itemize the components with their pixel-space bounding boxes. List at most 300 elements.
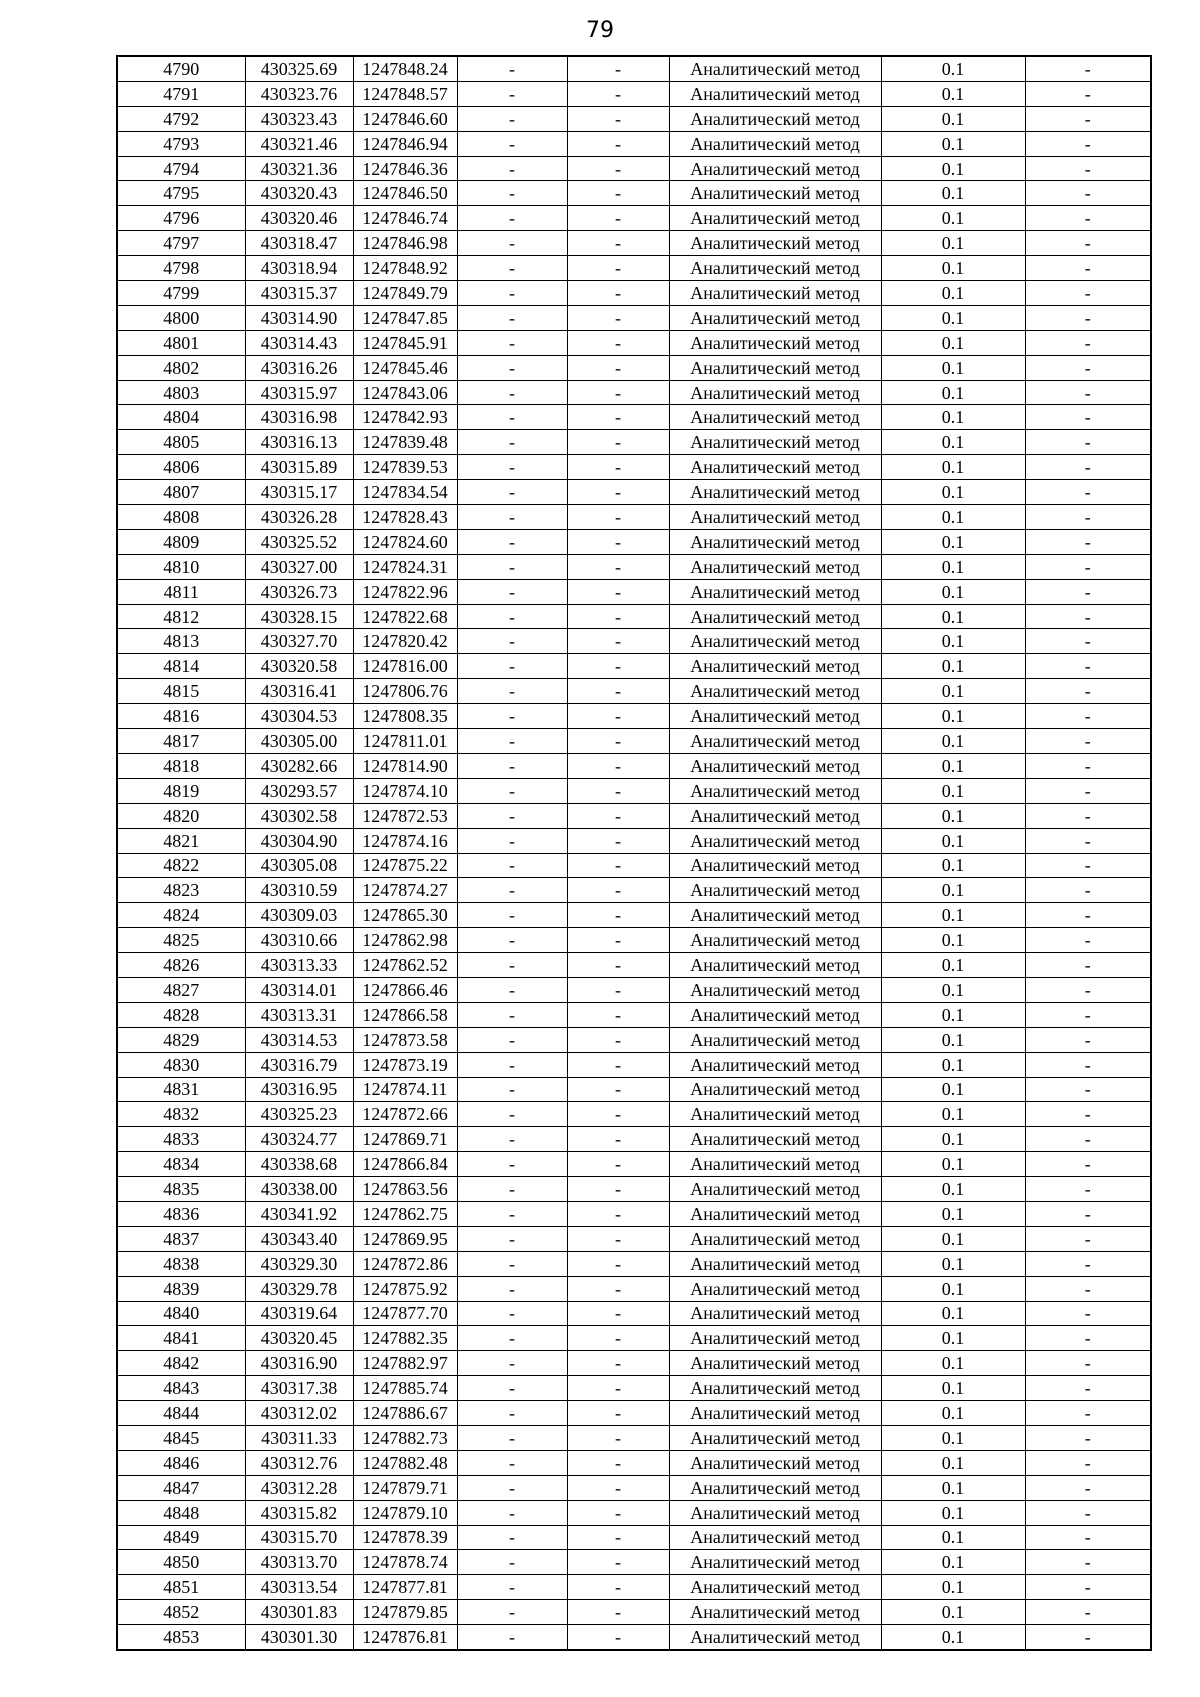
accuracy-cell: 0.1 bbox=[881, 928, 1025, 953]
accuracy-cell: 0.1 bbox=[881, 380, 1025, 405]
column-8-cell: - bbox=[1025, 1301, 1151, 1326]
column-4-cell: - bbox=[457, 380, 567, 405]
x-coordinate-cell: 430316.98 bbox=[245, 405, 353, 430]
point-number-cell: 4843 bbox=[117, 1376, 245, 1401]
column-8-cell: - bbox=[1025, 1475, 1151, 1500]
column-5-cell: - bbox=[567, 679, 669, 704]
point-number-cell: 4796 bbox=[117, 206, 245, 231]
accuracy-cell: 0.1 bbox=[881, 480, 1025, 505]
column-5-cell: - bbox=[567, 1052, 669, 1077]
table-row bbox=[117, 131, 1151, 156]
accuracy-cell: 0.1 bbox=[881, 977, 1025, 1002]
column-8-cell: - bbox=[1025, 953, 1151, 978]
column-8-cell: - bbox=[1025, 654, 1151, 679]
point-number-cell: 4822 bbox=[117, 853, 245, 878]
x-coordinate-cell: 430325.23 bbox=[245, 1102, 353, 1127]
column-4-cell: - bbox=[457, 529, 567, 554]
point-number-cell: 4813 bbox=[117, 629, 245, 654]
column-4-cell: - bbox=[457, 1600, 567, 1625]
point-number-cell: 4817 bbox=[117, 729, 245, 754]
accuracy-cell: 0.1 bbox=[881, 256, 1025, 281]
point-number-cell: 4838 bbox=[117, 1251, 245, 1276]
accuracy-cell: 0.1 bbox=[881, 330, 1025, 355]
table-row bbox=[117, 803, 1151, 828]
accuracy-cell: 0.1 bbox=[881, 1326, 1025, 1351]
method-cell: Аналитический метод bbox=[669, 1525, 881, 1550]
page-number: 79 bbox=[586, 18, 614, 43]
method-cell: Аналитический метод bbox=[669, 405, 881, 430]
x-coordinate-cell: 430318.47 bbox=[245, 231, 353, 256]
accuracy-cell: 0.1 bbox=[881, 654, 1025, 679]
column-5-cell: - bbox=[567, 1201, 669, 1226]
table-row bbox=[117, 1425, 1151, 1450]
point-number-cell: 4792 bbox=[117, 106, 245, 131]
method-cell: Аналитический метод bbox=[669, 480, 881, 505]
table-row bbox=[117, 1102, 1151, 1127]
table-body bbox=[117, 56, 1151, 1650]
column-8-cell: - bbox=[1025, 1600, 1151, 1625]
y-coordinate-cell: 1247820.42 bbox=[353, 629, 457, 654]
table-row bbox=[117, 878, 1151, 903]
y-coordinate-cell: 1247877.81 bbox=[353, 1575, 457, 1600]
column-5-cell: - bbox=[567, 405, 669, 430]
accuracy-cell: 0.1 bbox=[881, 554, 1025, 579]
x-coordinate-cell: 430326.73 bbox=[245, 579, 353, 604]
column-5-cell: - bbox=[567, 1251, 669, 1276]
column-8-cell: - bbox=[1025, 405, 1151, 430]
column-5-cell: - bbox=[567, 256, 669, 281]
column-8-cell: - bbox=[1025, 903, 1151, 928]
y-coordinate-cell: 1247875.22 bbox=[353, 853, 457, 878]
column-8-cell: - bbox=[1025, 1500, 1151, 1525]
x-coordinate-cell: 430313.54 bbox=[245, 1575, 353, 1600]
column-4-cell: - bbox=[457, 1351, 567, 1376]
column-8-cell: - bbox=[1025, 928, 1151, 953]
column-4-cell: - bbox=[457, 1326, 567, 1351]
table-row bbox=[117, 1351, 1151, 1376]
table-row bbox=[117, 1600, 1151, 1625]
x-coordinate-cell: 430325.69 bbox=[245, 56, 353, 81]
column-4-cell: - bbox=[457, 330, 567, 355]
x-coordinate-cell: 430313.70 bbox=[245, 1550, 353, 1575]
point-number-cell: 4847 bbox=[117, 1475, 245, 1500]
method-cell: Аналитический метод bbox=[669, 1600, 881, 1625]
column-5-cell: - bbox=[567, 1027, 669, 1052]
column-5-cell: - bbox=[567, 505, 669, 530]
column-8-cell: - bbox=[1025, 256, 1151, 281]
column-5-cell: - bbox=[567, 729, 669, 754]
y-coordinate-cell: 1247869.95 bbox=[353, 1226, 457, 1251]
point-number-cell: 4810 bbox=[117, 554, 245, 579]
x-coordinate-cell: 430304.90 bbox=[245, 828, 353, 853]
column-8-cell: - bbox=[1025, 430, 1151, 455]
table-row bbox=[117, 430, 1151, 455]
x-coordinate-cell: 430323.43 bbox=[245, 106, 353, 131]
point-number-cell: 4821 bbox=[117, 828, 245, 853]
column-8-cell: - bbox=[1025, 1002, 1151, 1027]
y-coordinate-cell: 1247878.74 bbox=[353, 1550, 457, 1575]
column-4-cell: - bbox=[457, 1152, 567, 1177]
accuracy-cell: 0.1 bbox=[881, 1376, 1025, 1401]
point-number-cell: 4795 bbox=[117, 181, 245, 206]
accuracy-cell: 0.1 bbox=[881, 579, 1025, 604]
point-number-cell: 4794 bbox=[117, 156, 245, 181]
column-5-cell: - bbox=[567, 1002, 669, 1027]
column-5-cell: - bbox=[567, 1177, 669, 1202]
point-number-cell: 4850 bbox=[117, 1550, 245, 1575]
accuracy-cell: 0.1 bbox=[881, 156, 1025, 181]
method-cell: Аналитический метод bbox=[669, 529, 881, 554]
method-cell: Аналитический метод bbox=[669, 579, 881, 604]
table-row bbox=[117, 330, 1151, 355]
method-cell: Аналитический метод bbox=[669, 828, 881, 853]
table-row bbox=[117, 1550, 1151, 1575]
x-coordinate-cell: 430310.59 bbox=[245, 878, 353, 903]
point-number-cell: 4837 bbox=[117, 1226, 245, 1251]
column-5-cell: - bbox=[567, 430, 669, 455]
method-cell: Аналитический метод bbox=[669, 1475, 881, 1500]
table-row bbox=[117, 305, 1151, 330]
y-coordinate-cell: 1247839.48 bbox=[353, 430, 457, 455]
column-5-cell: - bbox=[567, 355, 669, 380]
y-coordinate-cell: 1247846.60 bbox=[353, 106, 457, 131]
method-cell: Аналитический метод bbox=[669, 355, 881, 380]
x-coordinate-cell: 430293.57 bbox=[245, 778, 353, 803]
table-row bbox=[117, 629, 1151, 654]
y-coordinate-cell: 1247878.39 bbox=[353, 1525, 457, 1550]
column-8-cell: - bbox=[1025, 231, 1151, 256]
column-5-cell: - bbox=[567, 281, 669, 306]
x-coordinate-cell: 430343.40 bbox=[245, 1226, 353, 1251]
point-number-cell: 4834 bbox=[117, 1152, 245, 1177]
x-coordinate-cell: 430301.83 bbox=[245, 1600, 353, 1625]
y-coordinate-cell: 1247865.30 bbox=[353, 903, 457, 928]
method-cell: Аналитический метод bbox=[669, 1550, 881, 1575]
method-cell: Аналитический метод bbox=[669, 106, 881, 131]
column-4-cell: - bbox=[457, 1201, 567, 1226]
column-4-cell: - bbox=[457, 1301, 567, 1326]
method-cell: Аналитический метод bbox=[669, 81, 881, 106]
table-row bbox=[117, 56, 1151, 81]
accuracy-cell: 0.1 bbox=[881, 455, 1025, 480]
x-coordinate-cell: 430327.00 bbox=[245, 554, 353, 579]
point-number-cell: 4845 bbox=[117, 1425, 245, 1450]
x-coordinate-cell: 430324.77 bbox=[245, 1127, 353, 1152]
method-cell: Аналитический метод bbox=[669, 679, 881, 704]
x-coordinate-cell: 430302.58 bbox=[245, 803, 353, 828]
table-row bbox=[117, 81, 1151, 106]
method-cell: Аналитический метод bbox=[669, 753, 881, 778]
accuracy-cell: 0.1 bbox=[881, 505, 1025, 530]
y-coordinate-cell: 1247882.73 bbox=[353, 1425, 457, 1450]
x-coordinate-cell: 430313.31 bbox=[245, 1002, 353, 1027]
table-row bbox=[117, 231, 1151, 256]
column-4-cell: - bbox=[457, 953, 567, 978]
column-4-cell: - bbox=[457, 803, 567, 828]
accuracy-cell: 0.1 bbox=[881, 729, 1025, 754]
column-8-cell: - bbox=[1025, 1525, 1151, 1550]
y-coordinate-cell: 1247872.53 bbox=[353, 803, 457, 828]
x-coordinate-cell: 430305.08 bbox=[245, 853, 353, 878]
column-4-cell: - bbox=[457, 181, 567, 206]
column-5-cell: - bbox=[567, 1226, 669, 1251]
x-coordinate-cell: 430301.30 bbox=[245, 1625, 353, 1650]
column-4-cell: - bbox=[457, 1376, 567, 1401]
y-coordinate-cell: 1247879.85 bbox=[353, 1600, 457, 1625]
y-coordinate-cell: 1247848.24 bbox=[353, 56, 457, 81]
column-5-cell: - bbox=[567, 778, 669, 803]
table-row bbox=[117, 1376, 1151, 1401]
column-5-cell: - bbox=[567, 1450, 669, 1475]
column-5-cell: - bbox=[567, 156, 669, 181]
point-number-cell: 4820 bbox=[117, 803, 245, 828]
method-cell: Аналитический метод bbox=[669, 704, 881, 729]
column-8-cell: - bbox=[1025, 206, 1151, 231]
column-4-cell: - bbox=[457, 1625, 567, 1650]
column-5-cell: - bbox=[567, 579, 669, 604]
column-5-cell: - bbox=[567, 1376, 669, 1401]
y-coordinate-cell: 1247811.01 bbox=[353, 729, 457, 754]
column-5-cell: - bbox=[567, 828, 669, 853]
column-5-cell: - bbox=[567, 977, 669, 1002]
accuracy-cell: 0.1 bbox=[881, 1301, 1025, 1326]
x-coordinate-cell: 430320.46 bbox=[245, 206, 353, 231]
point-number-cell: 4804 bbox=[117, 405, 245, 430]
column-4-cell: - bbox=[457, 455, 567, 480]
column-8-cell: - bbox=[1025, 554, 1151, 579]
column-5-cell: - bbox=[567, 1425, 669, 1450]
accuracy-cell: 0.1 bbox=[881, 430, 1025, 455]
y-coordinate-cell: 1247882.35 bbox=[353, 1326, 457, 1351]
accuracy-cell: 0.1 bbox=[881, 753, 1025, 778]
column-5-cell: - bbox=[567, 953, 669, 978]
column-4-cell: - bbox=[457, 480, 567, 505]
y-coordinate-cell: 1247846.98 bbox=[353, 231, 457, 256]
column-4-cell: - bbox=[457, 604, 567, 629]
y-coordinate-cell: 1247806.76 bbox=[353, 679, 457, 704]
column-4-cell: - bbox=[457, 1525, 567, 1550]
method-cell: Аналитический метод bbox=[669, 1177, 881, 1202]
y-coordinate-cell: 1247846.74 bbox=[353, 206, 457, 231]
x-coordinate-cell: 430316.79 bbox=[245, 1052, 353, 1077]
table-row bbox=[117, 579, 1151, 604]
method-cell: Аналитический метод bbox=[669, 1401, 881, 1426]
point-number-cell: 4825 bbox=[117, 928, 245, 953]
table-row bbox=[117, 256, 1151, 281]
accuracy-cell: 0.1 bbox=[881, 1177, 1025, 1202]
y-coordinate-cell: 1247839.53 bbox=[353, 455, 457, 480]
x-coordinate-cell: 430329.78 bbox=[245, 1276, 353, 1301]
table-row bbox=[117, 1077, 1151, 1102]
point-number-cell: 4840 bbox=[117, 1301, 245, 1326]
y-coordinate-cell: 1247843.06 bbox=[353, 380, 457, 405]
table-row bbox=[117, 505, 1151, 530]
x-coordinate-cell: 430315.82 bbox=[245, 1500, 353, 1525]
column-5-cell: - bbox=[567, 1500, 669, 1525]
column-5-cell: - bbox=[567, 380, 669, 405]
table-row bbox=[117, 1276, 1151, 1301]
method-cell: Аналитический метод bbox=[669, 206, 881, 231]
x-coordinate-cell: 430314.53 bbox=[245, 1027, 353, 1052]
accuracy-cell: 0.1 bbox=[881, 1027, 1025, 1052]
accuracy-cell: 0.1 bbox=[881, 1525, 1025, 1550]
y-coordinate-cell: 1247874.11 bbox=[353, 1077, 457, 1102]
table-row bbox=[117, 853, 1151, 878]
column-5-cell: - bbox=[567, 554, 669, 579]
point-number-cell: 4815 bbox=[117, 679, 245, 704]
x-coordinate-cell: 430329.30 bbox=[245, 1251, 353, 1276]
y-coordinate-cell: 1247862.98 bbox=[353, 928, 457, 953]
column-8-cell: - bbox=[1025, 977, 1151, 1002]
method-cell: Аналитический метод bbox=[669, 1102, 881, 1127]
y-coordinate-cell: 1247876.81 bbox=[353, 1625, 457, 1650]
column-8-cell: - bbox=[1025, 81, 1151, 106]
column-8-cell: - bbox=[1025, 1376, 1151, 1401]
x-coordinate-cell: 430338.68 bbox=[245, 1152, 353, 1177]
accuracy-cell: 0.1 bbox=[881, 1152, 1025, 1177]
y-coordinate-cell: 1247866.84 bbox=[353, 1152, 457, 1177]
column-4-cell: - bbox=[457, 206, 567, 231]
column-8-cell: - bbox=[1025, 455, 1151, 480]
x-coordinate-cell: 430313.33 bbox=[245, 953, 353, 978]
accuracy-cell: 0.1 bbox=[881, 1550, 1025, 1575]
accuracy-cell: 0.1 bbox=[881, 1002, 1025, 1027]
x-coordinate-cell: 430311.33 bbox=[245, 1425, 353, 1450]
y-coordinate-cell: 1247846.50 bbox=[353, 181, 457, 206]
column-5-cell: - bbox=[567, 1351, 669, 1376]
y-coordinate-cell: 1247882.97 bbox=[353, 1351, 457, 1376]
table-row bbox=[117, 380, 1151, 405]
accuracy-cell: 0.1 bbox=[881, 1450, 1025, 1475]
point-number-cell: 4793 bbox=[117, 131, 245, 156]
method-cell: Аналитический метод bbox=[669, 803, 881, 828]
y-coordinate-cell: 1247824.60 bbox=[353, 529, 457, 554]
column-5-cell: - bbox=[567, 1550, 669, 1575]
y-coordinate-cell: 1247847.85 bbox=[353, 305, 457, 330]
table-row bbox=[117, 729, 1151, 754]
method-cell: Аналитический метод bbox=[669, 853, 881, 878]
x-coordinate-cell: 430338.00 bbox=[245, 1177, 353, 1202]
table-row bbox=[117, 405, 1151, 430]
column-4-cell: - bbox=[457, 1177, 567, 1202]
y-coordinate-cell: 1247873.19 bbox=[353, 1052, 457, 1077]
method-cell: Аналитический метод bbox=[669, 1326, 881, 1351]
column-5-cell: - bbox=[567, 704, 669, 729]
accuracy-cell: 0.1 bbox=[881, 953, 1025, 978]
point-number-cell: 4852 bbox=[117, 1600, 245, 1625]
x-coordinate-cell: 430320.58 bbox=[245, 654, 353, 679]
column-8-cell: - bbox=[1025, 828, 1151, 853]
x-coordinate-cell: 430316.95 bbox=[245, 1077, 353, 1102]
column-4-cell: - bbox=[457, 355, 567, 380]
column-5-cell: - bbox=[567, 305, 669, 330]
method-cell: Аналитический метод bbox=[669, 1625, 881, 1650]
method-cell: Аналитический метод bbox=[669, 1376, 881, 1401]
column-8-cell: - bbox=[1025, 1351, 1151, 1376]
point-number-cell: 4797 bbox=[117, 231, 245, 256]
accuracy-cell: 0.1 bbox=[881, 305, 1025, 330]
column-8-cell: - bbox=[1025, 1052, 1151, 1077]
method-cell: Аналитический метод bbox=[669, 1575, 881, 1600]
column-8-cell: - bbox=[1025, 330, 1151, 355]
x-coordinate-cell: 430318.94 bbox=[245, 256, 353, 281]
method-cell: Аналитический метод bbox=[669, 56, 881, 81]
column-5-cell: - bbox=[567, 231, 669, 256]
column-5-cell: - bbox=[567, 1127, 669, 1152]
column-4-cell: - bbox=[457, 1575, 567, 1600]
x-coordinate-cell: 430316.41 bbox=[245, 679, 353, 704]
point-number-cell: 4816 bbox=[117, 704, 245, 729]
column-4-cell: - bbox=[457, 1276, 567, 1301]
column-5-cell: - bbox=[567, 903, 669, 928]
column-8-cell: - bbox=[1025, 1102, 1151, 1127]
point-number-cell: 4807 bbox=[117, 480, 245, 505]
y-coordinate-cell: 1247846.94 bbox=[353, 131, 457, 156]
column-5-cell: - bbox=[567, 106, 669, 131]
column-5-cell: - bbox=[567, 181, 669, 206]
point-number-cell: 4828 bbox=[117, 1002, 245, 1027]
column-5-cell: - bbox=[567, 131, 669, 156]
column-8-cell: - bbox=[1025, 853, 1151, 878]
column-8-cell: - bbox=[1025, 679, 1151, 704]
y-coordinate-cell: 1247845.46 bbox=[353, 355, 457, 380]
column-8-cell: - bbox=[1025, 131, 1151, 156]
accuracy-cell: 0.1 bbox=[881, 1600, 1025, 1625]
point-number-cell: 4811 bbox=[117, 579, 245, 604]
y-coordinate-cell: 1247872.66 bbox=[353, 1102, 457, 1127]
table-row bbox=[117, 1475, 1151, 1500]
column-5-cell: - bbox=[567, 81, 669, 106]
table-row bbox=[117, 156, 1151, 181]
point-number-cell: 4818 bbox=[117, 753, 245, 778]
method-cell: Аналитический метод bbox=[669, 903, 881, 928]
column-5-cell: - bbox=[567, 1625, 669, 1650]
table-row bbox=[117, 554, 1151, 579]
column-8-cell: - bbox=[1025, 1425, 1151, 1450]
table-row bbox=[117, 1575, 1151, 1600]
accuracy-cell: 0.1 bbox=[881, 1625, 1025, 1650]
method-cell: Аналитический метод bbox=[669, 1276, 881, 1301]
method-cell: Аналитический метод bbox=[669, 256, 881, 281]
y-coordinate-cell: 1247816.00 bbox=[353, 654, 457, 679]
accuracy-cell: 0.1 bbox=[881, 56, 1025, 81]
y-coordinate-cell: 1247873.58 bbox=[353, 1027, 457, 1052]
y-coordinate-cell: 1247886.67 bbox=[353, 1401, 457, 1426]
accuracy-cell: 0.1 bbox=[881, 1226, 1025, 1251]
accuracy-cell: 0.1 bbox=[881, 405, 1025, 430]
column-8-cell: - bbox=[1025, 803, 1151, 828]
column-5-cell: - bbox=[567, 928, 669, 953]
method-cell: Аналитический метод bbox=[669, 380, 881, 405]
column-4-cell: - bbox=[457, 405, 567, 430]
x-coordinate-cell: 430314.43 bbox=[245, 330, 353, 355]
point-number-cell: 4842 bbox=[117, 1351, 245, 1376]
point-number-cell: 4846 bbox=[117, 1450, 245, 1475]
column-4-cell: - bbox=[457, 505, 567, 530]
method-cell: Аналитический метод bbox=[669, 604, 881, 629]
column-5-cell: - bbox=[567, 753, 669, 778]
table-row bbox=[117, 1052, 1151, 1077]
x-coordinate-cell: 430328.15 bbox=[245, 604, 353, 629]
table-row bbox=[117, 928, 1151, 953]
column-4-cell: - bbox=[457, 778, 567, 803]
column-4-cell: - bbox=[457, 928, 567, 953]
method-cell: Аналитический метод bbox=[669, 1301, 881, 1326]
point-number-cell: 4809 bbox=[117, 529, 245, 554]
column-5-cell: - bbox=[567, 1152, 669, 1177]
accuracy-cell: 0.1 bbox=[881, 181, 1025, 206]
column-8-cell: - bbox=[1025, 1152, 1151, 1177]
